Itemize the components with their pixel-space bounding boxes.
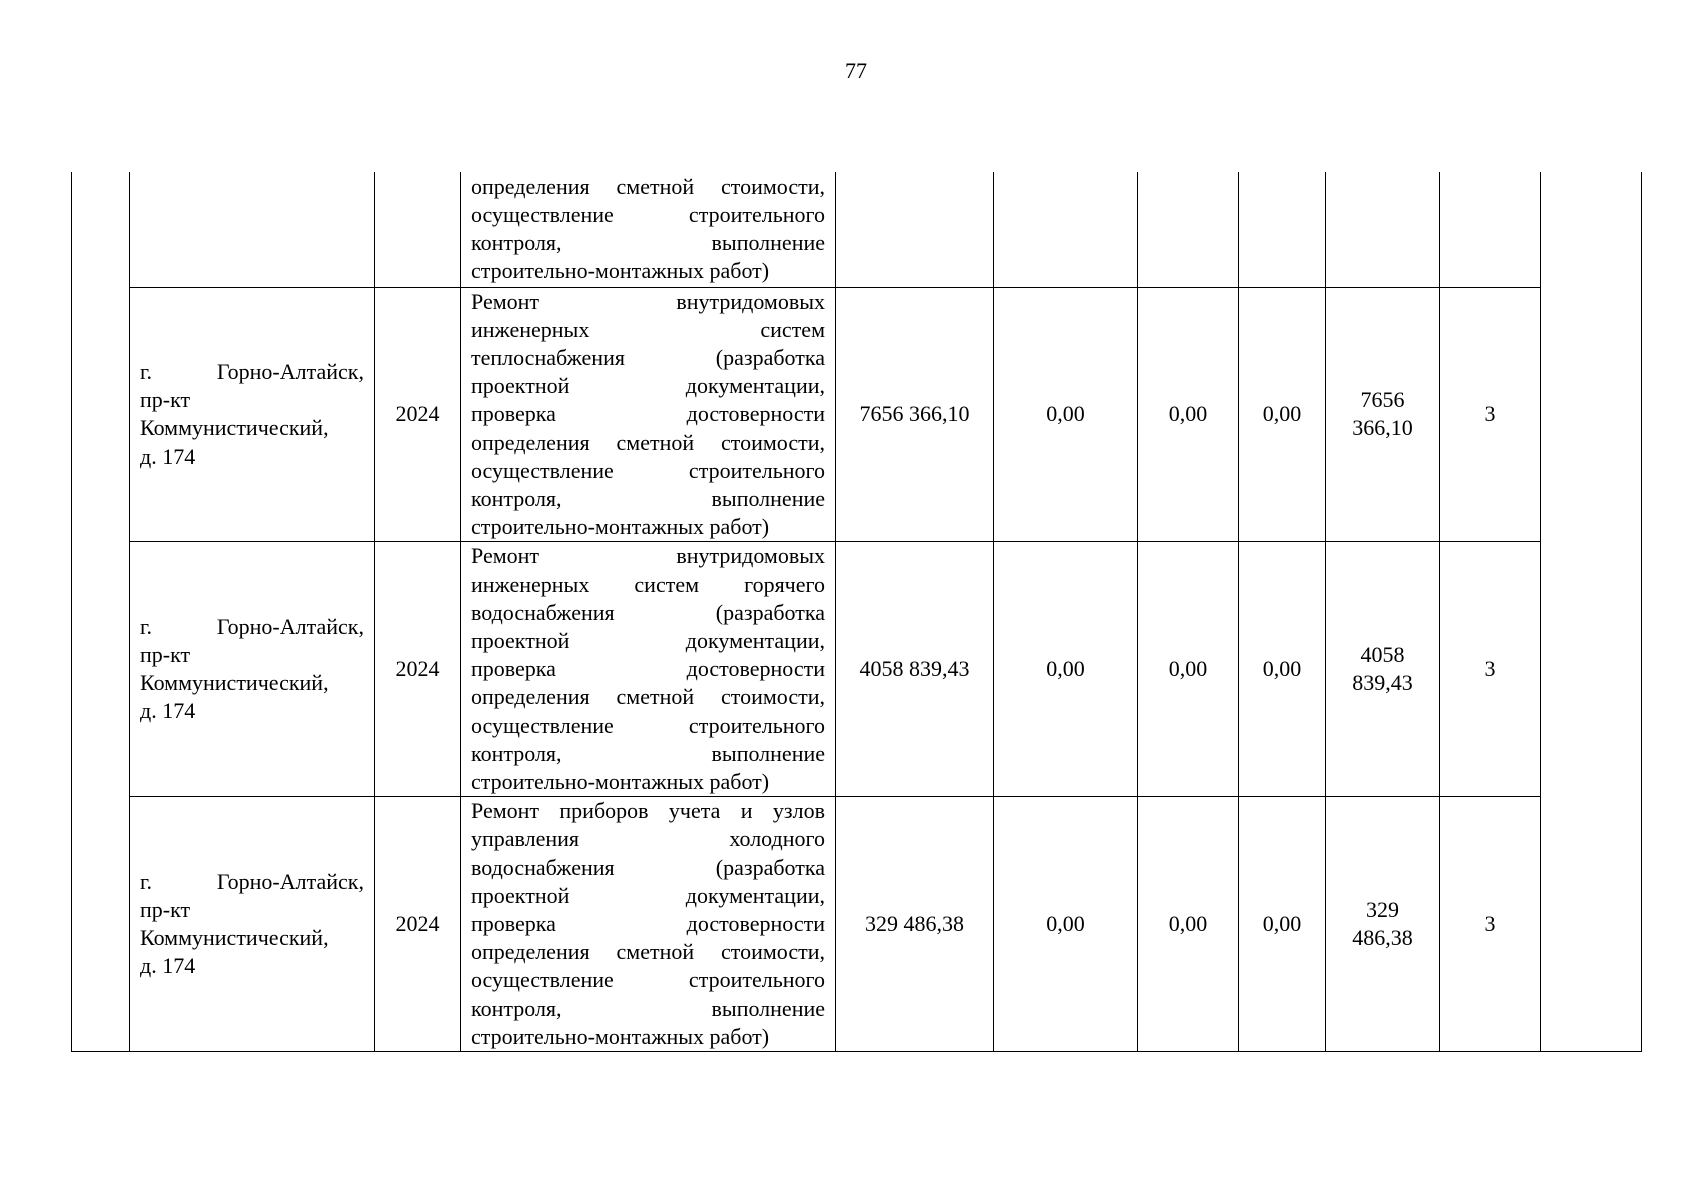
- work-description-cell: [461, 542, 836, 797]
- work-line: контроля, выполнение: [471, 740, 825, 766]
- work-line: инженерных систем: [471, 316, 825, 342]
- work-line: теплоснабжения (разработка: [471, 344, 825, 370]
- work-line: проектной документации,: [471, 882, 825, 908]
- address-city-prefix: г.: [140, 613, 153, 639]
- fund-cell: 0,00: [1138, 542, 1239, 797]
- address-city-prefix: г.: [140, 359, 153, 384]
- owners-sum-cell: [1326, 287, 1440, 542]
- work-line: проверка достоверности: [471, 401, 825, 427]
- work-description-cell: [461, 172, 836, 287]
- total-cost-cell: 7656 366,10: [836, 287, 994, 542]
- fund-cell: 0,00: [1239, 287, 1326, 542]
- capital-repair-table: [71, 172, 1642, 1052]
- fund-cell: [1138, 172, 1239, 287]
- owners-sum-part: 329: [1366, 896, 1399, 922]
- fund-cell: 0,00: [994, 542, 1138, 797]
- work-line: инженерных систем горячего: [471, 571, 825, 597]
- work-line: строительно-монтажных работ): [471, 768, 770, 794]
- work-line: осуществление строительного: [471, 712, 825, 738]
- address-city: Горно-Алтайск,: [216, 359, 364, 384]
- work-line: определения сметной стоимости,: [471, 684, 825, 710]
- address-street: Коммунистический,: [140, 415, 329, 441]
- work-line: контроля, выполнение: [471, 230, 825, 256]
- work-line: Ремонт внутридомовых: [471, 288, 825, 314]
- work-line: осуществление строительного: [471, 202, 825, 228]
- owners-sum-part: 486,38: [1352, 925, 1413, 951]
- owners-sum-part: 7656: [1360, 387, 1405, 413]
- work-line: осуществление строительного: [471, 967, 825, 993]
- work-line: управления холодного: [471, 826, 825, 852]
- total-cost-cell: 329 486,38: [836, 797, 994, 1052]
- address-house: д. 174: [140, 443, 196, 469]
- address-city: Горно-Алтайск,: [216, 613, 364, 639]
- work-description-cell: [461, 287, 836, 542]
- work-line: проектной документации,: [471, 373, 825, 399]
- fund-cell: 0,00: [1239, 542, 1326, 797]
- work-line: водоснабжения (разработка: [471, 599, 825, 625]
- work-line: строительно-монтажных работ): [471, 1023, 770, 1049]
- fund-cell: [994, 172, 1138, 287]
- work-line: Ремонт внутридомовых: [471, 543, 825, 569]
- address-cell: [130, 797, 375, 1052]
- work-line: проверка достоверности: [471, 910, 825, 936]
- year-cell: [375, 172, 461, 287]
- method-cell: 3: [1440, 542, 1541, 797]
- address-street: Коммунистический,: [140, 670, 329, 696]
- method-cell: [1440, 172, 1541, 287]
- work-line: строительно-монтажных работ): [471, 258, 770, 284]
- page-number: 77: [845, 58, 867, 83]
- address-cell: [130, 287, 375, 542]
- owners-sum-part: 839,43: [1352, 670, 1413, 696]
- table-row: [72, 797, 1642, 1052]
- work-line: определения сметной стоимости,: [471, 173, 825, 199]
- fund-cell: 0,00: [994, 287, 1138, 542]
- work-line: определения сметной стоимости,: [471, 429, 825, 455]
- work-line: контроля, выполнение: [471, 485, 825, 511]
- total-cell: [836, 172, 994, 287]
- fund-cell: 0,00: [1138, 797, 1239, 1052]
- row-number-cell: [72, 172, 130, 1051]
- address-house: д. 174: [140, 698, 196, 724]
- work-line: проверка достоверности: [471, 656, 825, 682]
- work-description-cell: [461, 797, 836, 1052]
- work-line: определения сметной стоимости,: [471, 939, 825, 965]
- address-city-prefix: г.: [140, 868, 153, 894]
- work-line: проектной документации,: [471, 627, 825, 653]
- work-line: строительно-монтажных работ): [471, 514, 770, 540]
- owners-sum-cell: [1326, 797, 1440, 1052]
- address-house: д. 174: [140, 953, 196, 979]
- year-cell: 2024: [375, 542, 461, 797]
- work-line: осуществление строительного: [471, 457, 825, 483]
- year-cell: 2024: [375, 797, 461, 1052]
- address-street-type: пр-кт: [140, 896, 191, 922]
- fund-cell: 0,00: [1138, 287, 1239, 542]
- work-line: водоснабжения (разработка: [471, 854, 825, 880]
- address-cell: [130, 542, 375, 797]
- method-cell: 3: [1440, 287, 1541, 542]
- table-row: [72, 287, 1642, 542]
- address-street: Коммунистический,: [140, 925, 329, 951]
- fund-cell: 0,00: [994, 797, 1138, 1052]
- year-cell: 2024: [375, 287, 461, 542]
- address-cell: [130, 172, 375, 287]
- fund-cell: [1239, 172, 1326, 287]
- owners-sum-cell: [1326, 542, 1440, 797]
- owners-sum-part: 4058: [1360, 642, 1405, 668]
- continuation-row: [72, 172, 1642, 287]
- work-line: контроля, выполнение: [471, 995, 825, 1021]
- owners-sum-part: 366,10: [1352, 415, 1413, 441]
- fund-cell: 0,00: [1239, 797, 1326, 1052]
- address-street-type: пр-кт: [140, 642, 191, 668]
- method-cell: 3: [1440, 797, 1541, 1052]
- total-cost-cell: 4058 839,43: [836, 542, 994, 797]
- address-street-type: пр-кт: [140, 387, 191, 413]
- address-city: Горно-Алтайск,: [216, 868, 364, 894]
- table-row: [72, 542, 1642, 797]
- owners-sum-cell: [1326, 172, 1440, 287]
- work-line: Ремонт приборов учета и узлов: [471, 798, 825, 824]
- last-column-cell: [1541, 172, 1642, 1051]
